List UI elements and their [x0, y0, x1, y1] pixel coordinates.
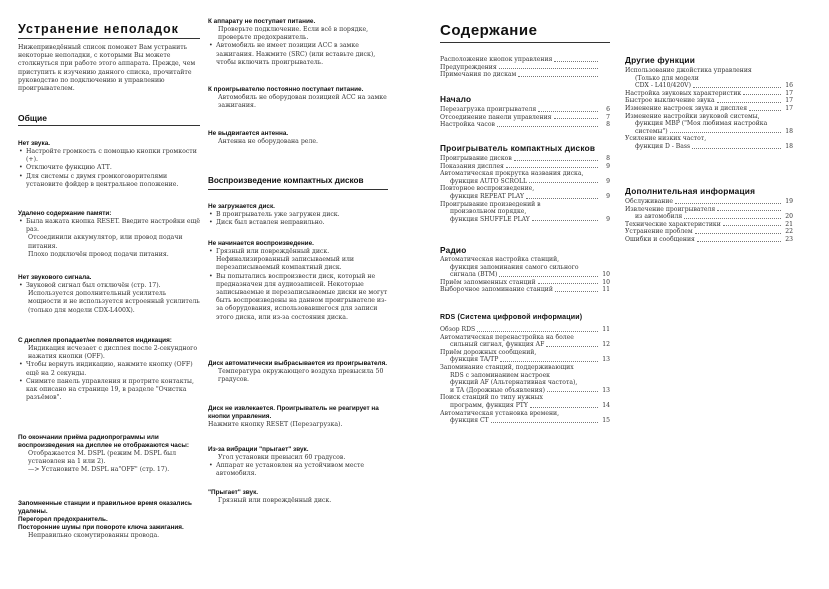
toc-entry-label: Примечания по дискам [440, 71, 517, 79]
jump-item: Грязный или повреждённый диск. [218, 497, 332, 504]
toc-entry [440, 106, 610, 114]
toc-leader-dots [499, 276, 598, 277]
no-sound-heading: Нет звука. [18, 140, 51, 147]
beep-item: • Звуковой сигнал был отключён (стр. 17). [18, 282, 200, 290]
toc-leader-dots [477, 331, 598, 332]
toc-entry-label: Повторное воспроизведение, [440, 185, 535, 193]
beep-item: Используется дополнительный усилитель мощности и не используется встроенный усилитель (только для модели CDX-L400X). [28, 290, 200, 314]
toc-entry-page: 9 [606, 162, 610, 170]
toc-entry-label: RDS с запоминанием настроек [450, 371, 550, 379]
display-item: • Чтобы вернуть индикацию, нажмите кнопку (OFF) ещё на 2 секунды. [18, 361, 200, 377]
toc-entry-label: функция SHUFFLE PLAY [450, 215, 530, 223]
toc-entry [440, 356, 610, 364]
toc-entry [440, 256, 610, 264]
toc-entry [440, 208, 610, 216]
toc-entry [440, 216, 610, 224]
toc-entry-page: 16 [785, 82, 793, 90]
vibration-item: • Аппарат не установлен на устойчивом месте автомобиля. [208, 462, 388, 478]
no-load-item: • Диск был вставлен неправильно. [208, 219, 388, 227]
jump-heading: "Прыгает" звук. [208, 489, 259, 496]
toc-leader-dots [670, 132, 781, 133]
no-play-section [208, 240, 388, 322]
toc-entry-label: Ошибки и сообщения [625, 235, 695, 243]
toc-leader-dots [546, 346, 598, 347]
toc-entry-label: системы") [635, 127, 668, 135]
toc-entry-label: Устранение проблем [625, 228, 693, 236]
toc-entry-page: 22 [785, 228, 793, 236]
vibration-item: Угол установки превысил 60 градусов. [218, 454, 346, 461]
toc-entry-page: 8 [606, 121, 610, 129]
toc-entry-page: 19 [785, 198, 793, 205]
display-item: • Снимите панель управления и протрите контакты, как описано на странице 19, в разделе "Очистка разъёмов". [18, 378, 200, 403]
const-power-item: Автомобиль не оборудован позицией АСС на замке зажигания. [218, 94, 387, 110]
toc-entry [440, 178, 610, 186]
toc-leader-dots [555, 291, 598, 292]
general-rule [18, 125, 200, 126]
toc-entry-label: сильный сигнал, функция AF [450, 341, 545, 349]
no-eject-section [208, 405, 388, 429]
toc-entry-label: Автоматическая перенастройка на более [440, 333, 574, 341]
toc-entry [625, 120, 793, 128]
no-play-item: • Вы попытались воспроизвести диск, который не предназначен для аудиозаписей. Некоторые записываемые и перезаписываемые диски не могут быть воспроизведены на данном проигрывателе из-за оборудования, использовавшегося для записи этого диска, или из-за состояния диска. [208, 273, 388, 322]
toc-entry-label: Приём дорожных сообщений, [440, 348, 537, 356]
toc-entry [440, 372, 610, 380]
radio-end-item: Отображается М. DSPL (режим М. DSPL был установлен на 1 или 2). [28, 450, 177, 466]
antenna-heading: Не выдвигается антенна. [208, 130, 289, 137]
toc-entry [440, 387, 610, 395]
memory-item: Плохо подключён провод подачи питания. [28, 250, 169, 258]
toc-entry-page: 9 [606, 177, 610, 185]
toc-entry-label: Технические характеристики [625, 220, 721, 228]
toc-entry [625, 113, 793, 121]
toc-leader-dots [491, 422, 598, 423]
toc-entry [440, 341, 610, 349]
cd-rule [208, 189, 388, 190]
toc-radio [440, 256, 610, 294]
toc-entry [440, 185, 610, 193]
toc-entry [440, 364, 610, 372]
rds-heading: RDS (Система цифровой информации) [440, 314, 583, 321]
no-load-heading: Не загружается диск. [208, 203, 275, 210]
toc-entry-label: сигнала (BTM) [450, 271, 498, 279]
toc-entry-label: функция CT [450, 417, 489, 425]
vibration-section [208, 446, 388, 479]
toc-entry-label: Проигрывание произведений в [440, 200, 541, 208]
display-section [18, 337, 200, 402]
toc-entry [440, 379, 610, 387]
toc-entry-label: Извлечение проигрывателя [625, 205, 716, 213]
contents-title: Содержание [440, 22, 538, 39]
toc-pre [440, 56, 610, 79]
power-item: Проверьте подключение. Если всё в порядке, проверьте предохранитель. [218, 26, 369, 42]
toc-entry [440, 71, 610, 79]
no-eject-item: Нажмите кнопку RESET (Перезагрузка). [208, 421, 343, 428]
toc-leader-dots [749, 110, 781, 111]
toc-entry-label: функция D - Bass [635, 142, 691, 150]
toc-entry-label: Расположение кнопок управления [440, 56, 553, 63]
extra-heading: Дополнительная информация [625, 186, 756, 196]
no-sound-section [18, 140, 200, 189]
toc-entry [440, 193, 610, 201]
contents-rule [440, 42, 610, 43]
toc-entry-label: функция AUTO SCROLL [450, 177, 528, 185]
antenna-item: Антенна не оборудована реле. [218, 138, 318, 145]
radio-end-heading: По окончании приёма радиопрограммы или воспроизведения на дисплее не отображаются часы: [18, 434, 189, 449]
toc-entry-label: программ, функция PTY [450, 401, 528, 409]
toc-entry-label: Настройка звуковых характеристик [625, 89, 742, 97]
display-item: Индикация исчезает с дисплея после 2-секундного нажатия кнопки (OFF). [28, 345, 198, 361]
toc-entry-label: Изменение настроек звука и дисплея [625, 104, 748, 112]
toc-entry [625, 198, 793, 206]
toc-entry-page: 12 [602, 341, 610, 349]
toc-entry-label: функция REPEAT PLAY [450, 192, 524, 200]
toc-entry [625, 90, 793, 98]
toc-entry-label: Выборочное запоминание станций [440, 286, 553, 294]
toc-leader-dots [723, 225, 781, 226]
power-item: • Автомобиль не имеет позиции АСС в замке зажигания. Нажмите (SRC) (или вставьте диск), чтобы включить проигрыватель. [208, 42, 388, 67]
toc-entry-label: (Только для модели [635, 74, 699, 82]
toc-leader-dots [695, 233, 781, 234]
toc-leader-dots [532, 220, 598, 221]
toc-entry [625, 135, 793, 143]
toc-entry-page: 11 [602, 326, 610, 333]
toc-entry [440, 410, 610, 418]
toc-entry-label: функция MBP ("Моя любимая настройка [635, 120, 768, 128]
troubleshooting-title: Устранение неполадок [18, 22, 179, 36]
toc-entry [440, 394, 610, 402]
toc-entry-page: 13 [602, 386, 610, 394]
toc-entry [440, 56, 610, 64]
start-heading: Начало [440, 94, 472, 104]
toc-entry-page: 9 [606, 215, 610, 223]
power-heading: К аппарату не поступает питание. [208, 18, 316, 25]
noise-item: Неправильно скомутированны провода. [28, 532, 160, 539]
toc-entry-label: Приём запомненных станций [440, 278, 536, 286]
memory-section [18, 210, 200, 259]
toc-leader-dots [692, 148, 781, 149]
toc-entry [440, 286, 610, 294]
toc-entry-label: Усиление низких частот, [625, 135, 707, 143]
toc-entry-page: 17 [785, 104, 793, 112]
toc-entry [440, 349, 610, 357]
auto-eject-item: Температура окружающего воздуха превысила 50 градусов. [218, 368, 384, 384]
toc-entry [440, 163, 610, 171]
toc-entry-label: Обслуживание [625, 198, 673, 205]
radio-end-section [18, 434, 200, 475]
toc-entry-page: 10 [602, 271, 610, 279]
toc-extra [625, 198, 793, 244]
toc-entry-label: Использование джойстика управления [625, 67, 752, 74]
beep-section [18, 274, 200, 315]
toc-entry-label: Отсоединение панели управления [440, 113, 552, 121]
toc-entry-label: Перезагрузка проигрывателя [440, 106, 537, 113]
title-rule [18, 38, 200, 39]
toc-entry-page: 15 [602, 417, 610, 425]
toc-entry-label: CDX - L410/420V) [635, 82, 691, 90]
no-sound-item: • Для системы с двумя громкоговорителями установите фэйдер в центральное положение. [18, 173, 200, 189]
toc-leader-dots [538, 283, 598, 284]
toc-leader-dots [684, 218, 781, 219]
toc-entry-label: функций AF (Альтернативная частота), [450, 379, 578, 387]
toc-entry-page: 10 [602, 278, 610, 286]
toc-entry-label: Настройка часов [440, 121, 495, 129]
toc-leader-dots [500, 361, 598, 362]
toc-entry [625, 221, 793, 229]
auto-eject-section [208, 360, 388, 384]
noise-heading: Посторонние шумы при повороте ключа зажигания. [18, 524, 184, 531]
toc-entry-label: Изменение настройки звуковой системы, [625, 112, 760, 120]
no-play-item: • Грязный или повреждённый диск. Нефинализированный записываемый или перезаписываемый компактный диск. [208, 248, 388, 273]
toc-entry [625, 97, 793, 105]
toc-entry-label: Предупреждения [440, 63, 497, 71]
toc-leader-dots [526, 198, 598, 199]
toc-leader-dots [497, 126, 598, 127]
toc-entry-label: Быстрое выключение звука [625, 97, 715, 105]
cd-heading: Проигрыватель компактных дисков [440, 143, 596, 153]
toc-leader-dots [554, 61, 598, 62]
other-heading: Другие функции [625, 55, 695, 65]
toc-entry [440, 201, 610, 209]
memory-item: • Была нажата кнопка RESET. Введите настройки ещё раз. [18, 218, 200, 234]
toc-entry [440, 334, 610, 342]
toc-leader-dots [538, 111, 598, 112]
no-sound-item: • Отключите функцию АТТ. [18, 164, 200, 172]
stored-section [18, 500, 200, 540]
toc-leader-dots [693, 87, 781, 88]
troubleshooting-intro: Нижеприведённый список поможет Вам устранить некоторые неполадки, с которыми Вы можете столкнуться при работе этого аппарата. Прежде, чем приступить к изучению данного списка, прочитайте руководство по подключению и управлению проигрывателем. [18, 44, 196, 93]
display-heading: С дисплея пропадает/не появляется индикация: [18, 337, 172, 344]
toc-entry-label: произвольном порядке, [450, 208, 527, 216]
toc-leader-dots [547, 391, 598, 392]
toc-cd [440, 155, 610, 223]
toc-entry [625, 236, 793, 244]
toc-entry-label: Автоматическая установка времени, [440, 409, 560, 417]
toc-entry-page: 18 [785, 142, 793, 150]
toc-entry-page: 13 [602, 356, 610, 364]
toc-entry [440, 64, 610, 72]
toc-entry [440, 121, 610, 129]
no-eject-heading: Диск не извлекается. Проигрыватель не реагирует на кнопки управления. [208, 405, 379, 420]
toc-entry [625, 206, 793, 214]
toc-leader-dots [530, 407, 598, 408]
const-power-section [208, 86, 388, 110]
antenna-section [208, 130, 388, 146]
toc-entry-page: 20 [785, 213, 793, 221]
toc-entry [625, 228, 793, 236]
toc-entry [440, 279, 610, 287]
toc-entry-page: 7 [606, 113, 610, 121]
toc-leader-dots [506, 167, 598, 168]
toc-entry-label: Запоминание станций, поддерживающих [440, 363, 574, 371]
toc-entry-label: Автоматическая прокрутка названия диска, [440, 170, 584, 178]
toc-entry-label: Обзор RDS [440, 326, 476, 333]
toc-entry [625, 82, 793, 90]
toc-leader-dots [717, 210, 781, 211]
toc-leader-dots [514, 160, 598, 161]
toc-entry-page: 18 [785, 127, 793, 135]
toc-entry [625, 128, 793, 136]
radio-heading: Радио [440, 245, 467, 255]
toc-other [625, 67, 793, 151]
toc-entry-label: функция TA/TP [450, 356, 499, 364]
memory-item: Отсоединили аккумулятор, или провод подачи питания. [28, 234, 183, 250]
toc-entry-page: 9 [606, 192, 610, 200]
toc-entry [440, 417, 610, 425]
toc-leader-dots [717, 102, 781, 103]
toc-entry [440, 402, 610, 410]
toc-leader-dots [529, 182, 598, 183]
no-load-section [208, 203, 388, 227]
toc-entry-label: Показания дисплея [440, 162, 504, 170]
toc-entry [440, 114, 610, 122]
stored-heading: Запомненные станции и правильное время оказались удалены. [18, 500, 192, 515]
no-load-item: • В проигрыватель уже загружен диск. [208, 211, 388, 219]
toc-entry-page: 8 [606, 155, 610, 162]
vibration-heading: Из-за вибрации "прыгает" звук. [208, 446, 309, 453]
auto-eject-heading: Диск автоматически выбрасывается из проигрывателя. [208, 360, 388, 367]
toc-entry [625, 75, 793, 83]
radio-end-item: —> Установите М. DSPL на"OFF" (стр. 17). [28, 466, 170, 474]
toc-entry [625, 213, 793, 221]
toc-leader-dots [743, 94, 781, 95]
toc-entry-page: 6 [606, 106, 610, 113]
general-heading: Общие [18, 113, 47, 123]
toc-leader-dots [518, 76, 598, 77]
toc-entry [440, 326, 610, 334]
toc-leader-dots [675, 203, 781, 204]
toc-entry-page: 14 [602, 401, 610, 409]
toc-entry-page: 17 [785, 89, 793, 97]
toc-entry [625, 67, 793, 75]
toc-entry [440, 271, 610, 279]
toc-entry-page: 21 [785, 220, 793, 228]
toc-entry-page: 17 [785, 97, 793, 105]
toc-entry [440, 155, 610, 163]
toc-entry-label: функция запоминания самого сильного [450, 263, 579, 271]
toc-rds [440, 326, 610, 425]
toc-entry [625, 105, 793, 113]
toc-entry [625, 143, 793, 151]
toc-entry-label: Поиск станций по типу нужных [440, 394, 543, 402]
jump-section [208, 489, 388, 505]
toc-entry-page: 11 [602, 286, 610, 294]
toc-entry [440, 264, 610, 272]
power-section [208, 18, 388, 67]
beep-heading: Нет звукового сигнала. [18, 274, 92, 281]
toc-leader-dots [499, 68, 598, 69]
toc-entry [440, 170, 610, 178]
toc-leader-dots [697, 241, 781, 242]
toc-entry-label: Автоматическая настройка станций, [440, 256, 560, 263]
cd-playback-heading: Воспроизведение компактных дисков [208, 176, 364, 185]
const-power-heading: К проигрывателю постоянно поступает питание. [208, 86, 364, 93]
no-play-heading: Не начинается воспроизведение. [208, 240, 314, 247]
toc-entry-label: и TA (Дорожные объявления) [450, 386, 546, 394]
toc-entry-label: Проигрывание дисков [440, 155, 512, 162]
toc-entry-label: из автомобиля [635, 213, 683, 221]
toc-entry-page: 23 [785, 235, 793, 243]
fuse-heading: Перегорел предохранитель. [18, 516, 108, 523]
toc-start [440, 106, 610, 129]
toc-leader-dots [554, 118, 599, 119]
no-sound-item: • Настройте громкость с помощью кнопки громкости (+). [18, 148, 200, 164]
memory-heading: Удалено содержание памяти: [18, 210, 112, 217]
